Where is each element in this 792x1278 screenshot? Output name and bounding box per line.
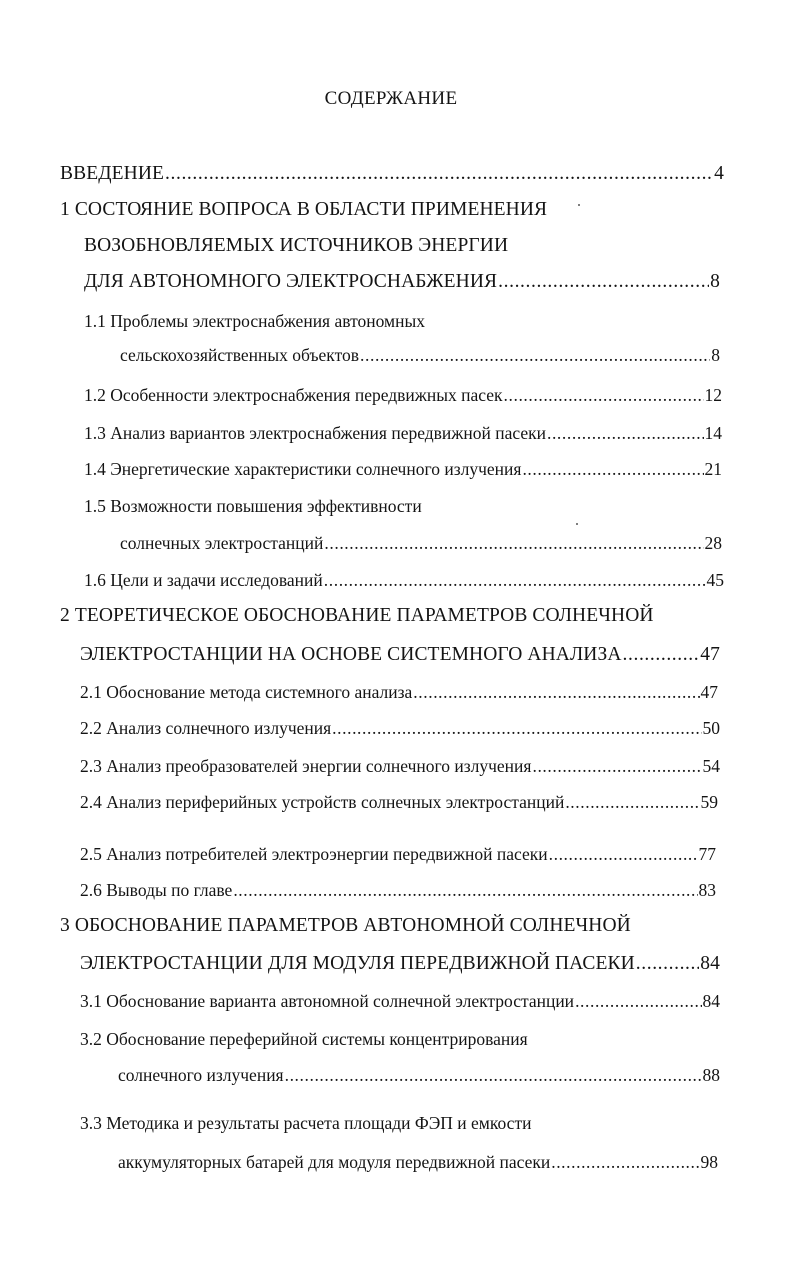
toc-page-number: 98: [700, 1152, 718, 1172]
toc-entry-chapter-2: [60, 604, 654, 628]
toc-entry-2-2: [80, 716, 720, 740]
toc-leader: [532, 754, 701, 778]
toc-page-number: 8: [711, 345, 720, 365]
toc-entry-1-1: [84, 309, 425, 333]
toc-entry-2-3: [80, 754, 720, 778]
toc-entry-text: сельскохозяйственных объектов: [120, 345, 360, 365]
toc-entry-text: ВВЕДЕНИЕ: [60, 163, 165, 184]
toc-entry-2-1: [80, 680, 718, 704]
toc-entry-1-3: [84, 421, 722, 445]
toc-page-number: 59: [700, 792, 718, 812]
toc-page-number: 54: [702, 756, 720, 776]
toc-page-number: 28: [704, 533, 722, 553]
toc-entry-1-5-end: [120, 531, 722, 555]
toc-page-number: 47: [700, 682, 718, 702]
toc-entry-text: аккумуляторных батарей для модуля передвижной пасеки: [118, 1152, 551, 1172]
toc-entry-1-4: [84, 457, 722, 481]
toc-page-number: 4: [714, 163, 724, 184]
scan-speck: [578, 204, 580, 206]
toc-entry-chapter-3: [60, 914, 631, 938]
toc-page-number: 14: [704, 423, 722, 443]
toc-entry-text: ВОЗОБНОВЛЯЕМЫХ ИСТОЧНИКОВ ЭНЕРГИИ: [84, 235, 509, 256]
toc-entry-text: 2.3 Анализ преобразователей энергии солнечного излучения: [80, 756, 532, 776]
toc-page-number: 88: [702, 1065, 720, 1085]
toc-leader: [636, 952, 700, 976]
toc-entry-text: 3.3 Методика и результаты расчета площади ФЭП и емкости: [80, 1113, 532, 1133]
toc-entry-text: 2.5 Анализ потребителей электроэнергии передвижной пасеки: [80, 844, 548, 864]
toc-entry-text: 2 ТЕОРЕТИЧЕСКОЕ ОБОСНОВАНИЕ ПАРАМЕТРОВ СОЛНЕЧНОЙ: [60, 605, 654, 626]
toc-entry-1-6: [84, 568, 724, 592]
toc-entry-introduction: [60, 162, 724, 186]
toc-page-number: 47: [700, 644, 720, 665]
toc-entry-chapter-2-end: [80, 643, 720, 667]
toc-entry-text: 2.2 Анализ солнечного излучения: [80, 718, 332, 738]
toc-entry-text: 3.1 Обоснование варианта автономной солнечной электростанции: [80, 991, 575, 1011]
toc-entry-chapter-1-end: [84, 270, 720, 294]
toc-entry-3-3: [80, 1111, 531, 1135]
toc-entry-chapter-3-end: [80, 952, 720, 976]
toc-entry-2-4: [80, 790, 718, 814]
toc-entry-1-5: [84, 494, 422, 518]
toc-entry-text: 1.1 Проблемы электроснабжения автономных: [84, 311, 425, 331]
toc-leader: [332, 716, 701, 740]
toc-page-number: 12: [704, 385, 722, 405]
toc-leader: [413, 680, 699, 704]
toc-entry-1-2: [84, 383, 722, 407]
toc-leader: [575, 989, 701, 1013]
toc-entry-text: 1.3 Анализ вариантов электроснабжения передвижной пасеки: [84, 423, 546, 443]
toc-leader: [522, 457, 703, 481]
toc-leader: [324, 531, 703, 555]
toc-page-number: 84: [702, 991, 720, 1011]
toc-entry-text: солнечного излучения: [118, 1065, 284, 1085]
toc-leader: [285, 1063, 702, 1087]
toc-entry-text: солнечных электростанций: [120, 533, 324, 553]
toc-entry-text: 2.4 Анализ периферийных устройств солнечных электростанций: [80, 792, 565, 812]
toc-leader: [360, 343, 710, 367]
toc-entry-text: 1.5 Возможности повышения эффективности: [84, 496, 422, 516]
toc-entry-3-2-end: [118, 1063, 720, 1087]
toc-leader: [623, 643, 700, 667]
scan-speck: [576, 523, 578, 525]
toc-page-number: 84: [700, 953, 720, 974]
toc-entry-chapter-1-cont: [84, 234, 508, 258]
toc-page-number: 45: [706, 570, 724, 590]
toc-leader: [504, 383, 704, 407]
toc-page-number: 83: [698, 880, 716, 900]
toc-entry-3-3-end: [118, 1150, 718, 1174]
toc-page-number: 8: [710, 271, 720, 292]
toc-entry-text: 1.4 Энергетические характеристики солнечного излучения: [84, 459, 522, 479]
toc-entry-text: ДЛЯ АВТОНОМНОГО ЭЛЕКТРОСНАБЖЕНИЯ: [84, 271, 498, 292]
toc-leader: [565, 790, 699, 814]
toc-entry-text: 3.2 Обоснование переферийной системы концентрирования: [80, 1029, 528, 1049]
toc-title: СОДЕРЖАНИЕ: [324, 88, 458, 109]
toc-entry-text: 1.2 Особенности электроснабжения передвижных пасек: [84, 385, 503, 405]
toc-leader: [549, 842, 698, 866]
toc-entry-text: 1.6 Цели и задачи исследований: [84, 570, 323, 590]
toc-page-number: 21: [704, 459, 722, 479]
toc-page-number: 50: [702, 718, 720, 738]
toc-entry-text: 3 ОБОСНОВАНИЕ ПАРАМЕТРОВ АВТОНОМНОЙ СОЛНЕЧНОЙ: [60, 915, 631, 936]
toc-entry-2-6: [80, 878, 716, 902]
toc-entry-3-1: [80, 989, 720, 1013]
toc-leader: [498, 270, 709, 294]
toc-entry-1-1-end: [120, 343, 720, 367]
toc-leader: [324, 568, 706, 592]
toc-leader: [233, 878, 697, 902]
toc-leader: [547, 421, 704, 445]
toc-entry-text: ЭЛЕКТРОСТАНЦИИ ДЛЯ МОДУЛЯ ПЕРЕДВИЖНОЙ ПАСЕКИ: [80, 953, 635, 974]
toc-entry-text: ЭЛЕКТРОСТАНЦИИ НА ОСНОВЕ СИСТЕМНОГО АНАЛИЗА: [80, 644, 622, 665]
toc-entry-2-5: [80, 842, 716, 866]
toc-entry-text: 2.1 Обоснование метода системного анализа: [80, 682, 413, 702]
toc-leader: [551, 1150, 699, 1174]
toc-leader: [165, 162, 713, 186]
toc-page-number: 77: [698, 844, 716, 864]
toc-entry-text: 1 СОСТОЯНИЕ ВОПРОСА В ОБЛАСТИ ПРИМЕНЕНИЯ: [60, 199, 548, 220]
toc-entry-3-2: [80, 1027, 528, 1051]
toc-entry-chapter-1: [60, 198, 547, 222]
toc-entry-text: 2.6 Выводы по главе: [80, 880, 233, 900]
